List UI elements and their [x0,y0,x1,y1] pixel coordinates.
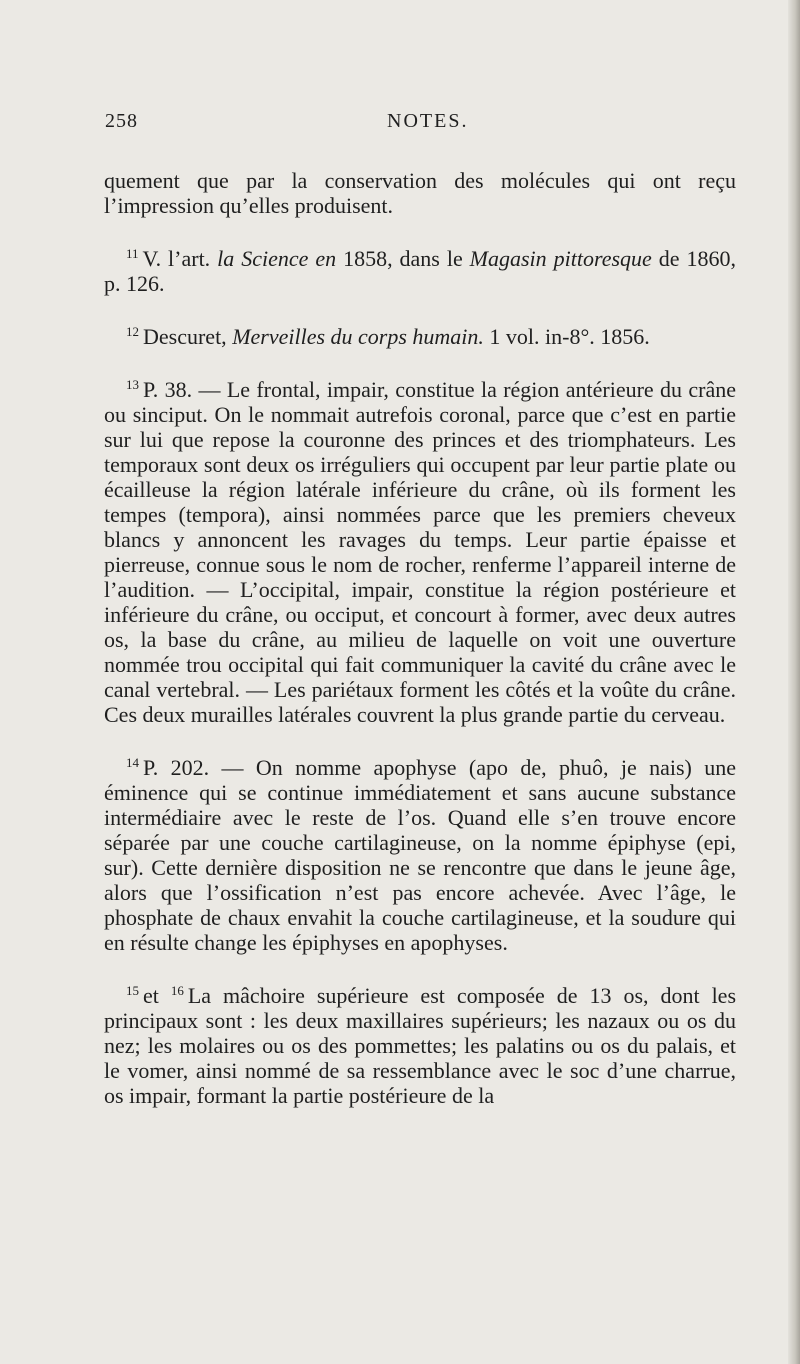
note-number: 14 [126,755,139,770]
note-11: $^{11}$ V. l’art. la Science en 1858, dans le Magasin pittoresque de 1860, p. 126. [104,246,736,296]
note-number-2: 16 [170,983,184,998]
note-text: P. 202. — On nomme apophyse (apo de, phuô, je nais) une éminence qui se continue immédiatement et sans aucune substance intermédiaire avec le reste de l’os. Quand elle s’en trouve encore séparée par une couche cartilagineuse, on la nomme épiphyse (epi, sur). Cette dernière disposition ne se rencontre que dans le jeune âge, alors que l’ossification n’est pas encore achevée. Avec l’âge, le phosphate de chaux envahit la couche cartilagineuse, et la soudure qui en résulte change les épiphyses en apophyses. [104,755,736,955]
paragraph-continuation: quement que par la conservation des molécules qui ont reçu l’impression qu’elles produisent. [104,168,736,218]
note-15-16: $^{15}$ et $^{16}$ La mâchoire supérieure est composée de 13 os, dont les principaux sont : les deux maxillaires supérieurs; les nazaux ou os du nez; les molaires ou os des pommettes; les palatins ou os du palais, et le vomer, ainsi nommé de sa ressemblance avec le soc d’une charrue, os impair, formant la partie postérieure de la [104,983,737,1108]
page-number: 258 [105,110,138,132]
note-14 [104,755,736,955]
note-number: 15 [126,983,139,998]
page-body [104,168,736,1108]
running-header [105,110,733,140]
note-number: 12 [126,324,139,339]
note-13 [104,377,736,727]
note-number: 11 [126,246,139,261]
page-edge [788,0,800,1364]
note-text: La mâchoire supérieure est composée de 13 os, dont les principaux sont : les deux maxillaires supérieurs; les nazaux ou os du nez; les molaires ou os des pommettes; les palatins ou os du palais, et le vomer, ainsi nommé de sa ressemblance avec le soc d’une charrue, os impair, formant la partie postérieure de la [104,983,737,1108]
note-text: P. 38. — Le frontal, impair, constitue la région antérieure du crâne ou sinciput. On le nommait autrefois coronal, parce que c’est en partie sur lui que repose la couronne des princes et des triomphateurs. Les temporaux sont deux os irréguliers qui occupent par leur partie plate ou écailleuse la région latérale inférieure du crâne, où ils forment les tempes (tempora), ainsi nommées parce que les premiers cheveux blancs y annoncent les ravages du temps. Leur partie épaisse et pierreuse, connue sous le nom de rocher, renferme l’appareil interne de l’audition. — L’occipital, impair, constitue la région postérieure et inférieure du crâne, ou occiput, et concourt à former, avec deux autres os, la base du crâne, au milieu de laquelle on voit une ouverture nommée trou occipital qui fait communiquer la cavité du crâne avec le canal vertebral. — Les pariétaux forment les côtés et la voûte du crâne. Ces deux murailles latérales couvrent la plus grande partie du cerveau. [104,377,736,727]
note-12: $^{12}$ Descuret, Merveilles du corps humain. 1 vol. in-8°. 1856. [126,324,650,349]
note-number: 13 [126,377,139,392]
running-title: NOTES. [387,110,469,132]
